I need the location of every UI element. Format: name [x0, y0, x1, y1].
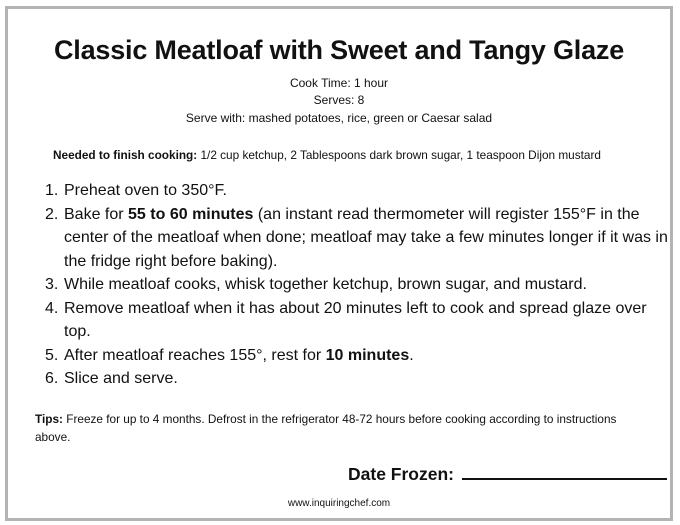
step-item	[45, 367, 675, 391]
step-number: 3.	[45, 276, 59, 293]
step-text: Slice and serve.	[64, 370, 178, 387]
step-text: Preheat oven to 350°F.	[64, 182, 227, 199]
step-bold: 10 minutes	[325, 346, 410, 364]
step-text-end: .	[409, 346, 414, 364]
serves: Serves: 8	[313, 93, 365, 107]
tips-text: Freeze for up to 4 months. Defrost in the refrigerator 48-72 hours before cooking according to instructions above.	[35, 412, 617, 444]
step-text: Bake for	[64, 205, 129, 223]
step-number: 4.	[45, 299, 59, 317]
step-text-end: (an instant read thermometer will register 155°F in the center of the meatloaf when done; meatloaf may take a few minutes longer if it was in the fridge right before baking).	[64, 205, 668, 270]
tips-label: Tips:	[35, 412, 63, 426]
date-frozen-blank-line	[462, 466, 667, 480]
needed-label: Needed to finish cooking:	[53, 148, 198, 162]
date-frozen	[348, 464, 667, 485]
recipe-card	[5, 6, 673, 521]
step-item	[45, 203, 675, 274]
step-number: 5.	[45, 346, 59, 364]
step-text: Remove meatloaf when it has about 20 minutes left to cook and spread glaze over top.	[64, 299, 647, 340]
tips	[35, 410, 635, 446]
step-item	[45, 179, 675, 203]
needed-text: 1/2 cup ketchup, 2 Tablespoons dark brown sugar, 1 teaspoon Dijon mustard	[197, 148, 601, 162]
steps-list	[45, 179, 675, 391]
cook-time: Cook Time: 1 hour	[289, 76, 389, 90]
recipe-title: Classic Meatloaf with Sweet and Tangy Glaze	[53, 35, 625, 65]
step-text: While meatloaf cooks, whisk together ketchup, brown sugar, and mustard.	[64, 276, 587, 293]
step-number: 2.	[45, 205, 59, 223]
website-url: www.inquiringchef.com	[287, 498, 391, 509]
step-item	[45, 297, 675, 344]
step-text: After meatloaf reaches 155°, rest for	[64, 346, 326, 364]
step-number: 6.	[45, 370, 59, 387]
serve-with: Serve with: mashed potatoes, rice, green or Caesar salad	[185, 111, 493, 125]
needed-ingredients	[53, 148, 601, 162]
date-frozen-label: Date Frozen:	[348, 464, 454, 484]
step-item	[45, 344, 675, 368]
step-item	[45, 273, 675, 297]
step-bold: 55 to 60 minutes	[128, 205, 254, 223]
step-number: 1.	[45, 182, 59, 199]
